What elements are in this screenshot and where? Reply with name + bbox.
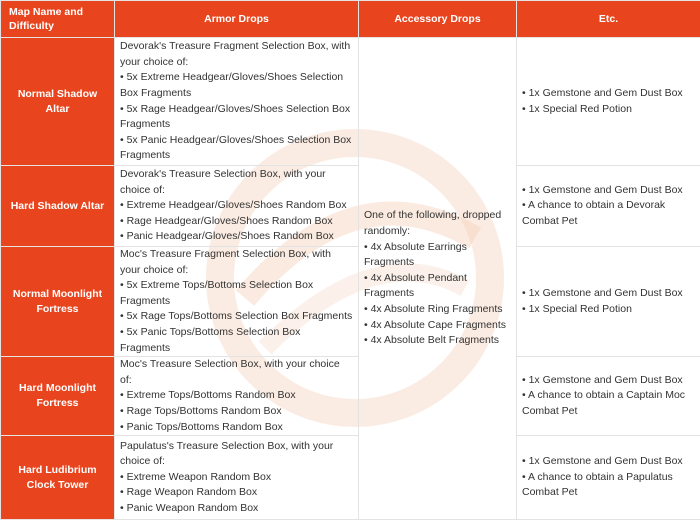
table-row — [1, 166, 700, 247]
etc-line: • A chance to obtain a Devorak Combat Pet — [522, 198, 695, 229]
armor-drop-line: • Extreme Tops/Bottoms Random Box — [120, 388, 353, 404]
etc-line: • 1x Gemstone and Gem Dust Box — [522, 454, 695, 470]
armor-drop-line: Papulatus's Treasure Selection Box, with your choice of: — [120, 439, 353, 470]
table-row — [1, 436, 700, 520]
accessory-drop-line: • 4x Absolute Pendant Fragments — [364, 271, 511, 302]
accessory-drop-line: • 4x Absolute Belt Fragments — [364, 333, 511, 349]
armor-drop-line: • 5x Rage Tops/Bottoms Selection Box Fragments — [120, 309, 353, 325]
armor-drop-line: • 5x Rage Headgear/Gloves/Shoes Selection Box Fragments — [120, 102, 353, 133]
table-row — [1, 38, 700, 166]
armor-drop-line: • 5x Panic Headgear/Gloves/Shoes Selection Box Fragments — [120, 133, 353, 164]
armor-drops-cell — [115, 247, 359, 357]
armor-drops-cell — [115, 436, 359, 520]
etc-cell — [517, 166, 700, 247]
armor-drop-line: • Panic Tops/Bottoms Random Box — [120, 420, 353, 436]
armor-drops-cell — [115, 166, 359, 247]
armor-drop-line: • 5x Panic Tops/Bottoms Selection Box Fragments — [120, 325, 353, 356]
header-armor: Armor Drops — [115, 1, 359, 38]
etc-line: • 1x Gemstone and Gem Dust Box — [522, 373, 695, 389]
armor-drop-line: • 5x Extreme Headgear/Gloves/Shoes Selection Box Fragments — [120, 70, 353, 101]
armor-drop-line: • 5x Extreme Tops/Bottoms Selection Box Fragments — [120, 278, 353, 309]
map-name: Normal Shadow Altar — [1, 38, 115, 166]
header-accessory: Accessory Drops — [359, 1, 517, 38]
etc-line: • A chance to obtain a Papulatus Combat Pet — [522, 470, 695, 501]
map-name: Hard Ludibrium Clock Tower — [1, 436, 115, 520]
etc-cell — [517, 38, 700, 166]
header-etc: Etc. — [517, 1, 700, 38]
accessory-drop-line: • 4x Absolute Cape Fragments — [364, 318, 511, 334]
accessory-drop-line: One of the following, dropped randomly: — [364, 208, 511, 239]
armor-drop-line: Moc's Treasure Fragment Selection Box, with your choice of: — [120, 247, 353, 278]
armor-drop-line: • Rage Tops/Bottoms Random Box — [120, 404, 353, 420]
armor-drop-line: • Rage Weapon Random Box — [120, 485, 353, 501]
map-name: Normal Moonlight Fortress — [1, 247, 115, 357]
etc-cell — [517, 357, 700, 436]
armor-drop-line: • Extreme Headgear/Gloves/Shoes Random Box — [120, 198, 353, 214]
armor-drop-line: • Panic Weapon Random Box — [120, 501, 353, 517]
accessory-drop-line: • 4x Absolute Earrings Fragments — [364, 240, 511, 271]
armor-drops-cell — [115, 38, 359, 166]
table-row — [1, 357, 700, 436]
etc-cell — [517, 436, 700, 520]
etc-line: • 1x Gemstone and Gem Dust Box — [522, 286, 695, 302]
header-row — [1, 1, 700, 38]
etc-cell — [517, 247, 700, 357]
etc-line: • 1x Special Red Potion — [522, 102, 695, 118]
accessory-drops-cell — [359, 38, 517, 520]
etc-line: • A chance to obtain a Captain Moc Combat Pet — [522, 388, 695, 419]
armor-drop-line: Moc's Treasure Selection Box, with your choice of: — [120, 357, 353, 388]
etc-line: • 1x Special Red Potion — [522, 302, 695, 318]
accessory-drop-line: • 4x Absolute Ring Fragments — [364, 302, 511, 318]
armor-drop-line: • Extreme Weapon Random Box — [120, 470, 353, 486]
map-name: Hard Moonlight Fortress — [1, 357, 115, 436]
header-map: Map Name and Difficulty — [1, 1, 115, 38]
armor-drop-line: • Panic Headgear/Gloves/Shoes Random Box — [120, 229, 353, 245]
map-name: Hard Shadow Altar — [1, 166, 115, 247]
armor-drop-line: Devorak's Treasure Fragment Selection Box, with your choice of: — [120, 39, 353, 70]
table-row — [1, 247, 700, 357]
etc-line: • 1x Gemstone and Gem Dust Box — [522, 183, 695, 199]
armor-drop-line: Devorak's Treasure Selection Box, with your choice of: — [120, 167, 353, 198]
armor-drops-cell — [115, 357, 359, 436]
armor-drop-line: • Rage Headgear/Gloves/Shoes Random Box — [120, 214, 353, 230]
etc-line: • 1x Gemstone and Gem Dust Box — [522, 86, 695, 102]
